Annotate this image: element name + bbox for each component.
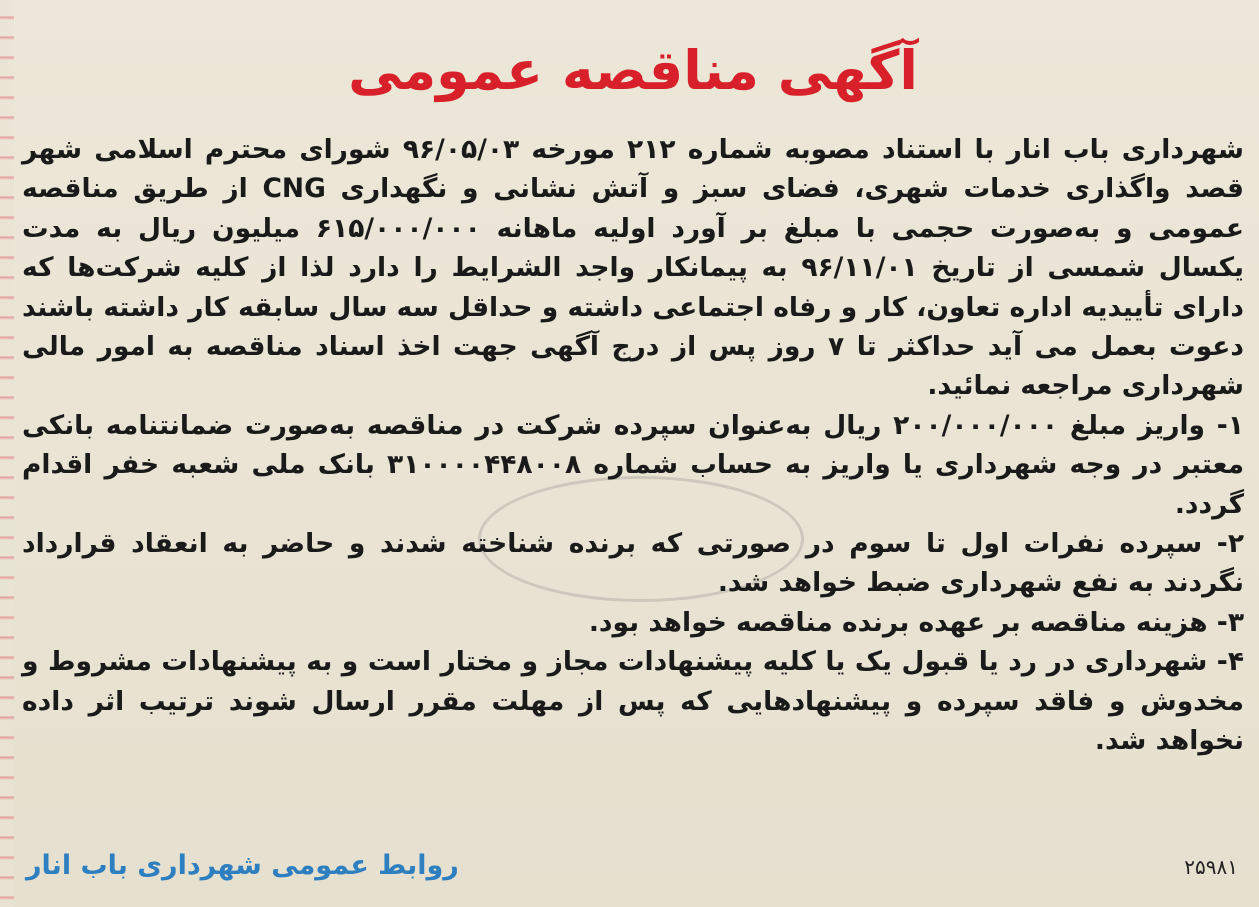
notice-item-2: ۲- سپرده نفرات اول تا سوم در صورتی که برنده شناخته شدند و حاضر به انعقاد قرارداد نگردند به نفع شهرداری ضبط خواهد شد. (22, 528, 1244, 599)
notice-footer (18, 843, 1248, 887)
torn-edge-decoration (0, 0, 14, 907)
notice-body (22, 130, 1244, 761)
notice-intro: شهرداری باب انار با استناد مصوبه شماره ۲۱۲ مورخه ۹۶/۰۵/۰۳ شورای محترم اسلامی شهر قصد واگذاری خدمات شهری، فضای سبز و آتش نشانی و نگهداری CNG از طریق مناقصه عمومی و به‌صورت حجمی با مبلغ بر آورد اولیه ماهانه ۶۱۵/۰۰۰/۰۰۰ میلیون ریال به مدت یکسال شمسی از تاریخ ۹۶/۱۱/۰۱ به پیمانکار واجد الشرایط را دارد لذا از کلیه شرکت‌ها که دارای تأییدیه اداره تعاون، کار و رفاه اجتماعی داشته و حداقل سه سال سابقه کار داشته باشند دعوت بعمل می آید حداکثر تا ۷ روز پس از درج آگهی جهت اخذ اسناد مناقصه به امور مالی شهرداری مراجعه نمائید. (22, 134, 1245, 402)
notice-item-3: ۳- هزینه مناقصه بر عهده برنده مناقصه خواهد بود. (588, 606, 1244, 638)
notice-item-1: ۱- واریز مبلغ ۲۰۰/۰۰۰/۰۰۰ ریال به‌عنوان سپرده شرکت در مناقصه به‌صورت ضمانتنامه بانکی معتبر در وجه شهرداری یا واریز به حساب شماره ۳۱۰۰۰۰۴۴۸۰۰۸ بانک ملی شعبه خفر اقدام گردد. (22, 409, 1244, 520)
notice-item-4: ۴- شهرداری در رد یا قبول یک یا کلیه پیشنهادات مجاز و مختار است و به پیشنهادات مشروط و مخدوش و فاقد سپرده و پیشنهادهایی که پس از مهلت مقرر ارسال شوند ترتیب اثر داده نخواهد شد. (22, 646, 1244, 757)
notice-signature: روابط عمومی شهرداری باب انار (26, 850, 459, 881)
notice-title: آگهی مناقصه عمومی (348, 39, 918, 102)
tender-notice (18, 6, 1248, 901)
notice-code: ۲۵۹۸۱ (1184, 855, 1238, 879)
